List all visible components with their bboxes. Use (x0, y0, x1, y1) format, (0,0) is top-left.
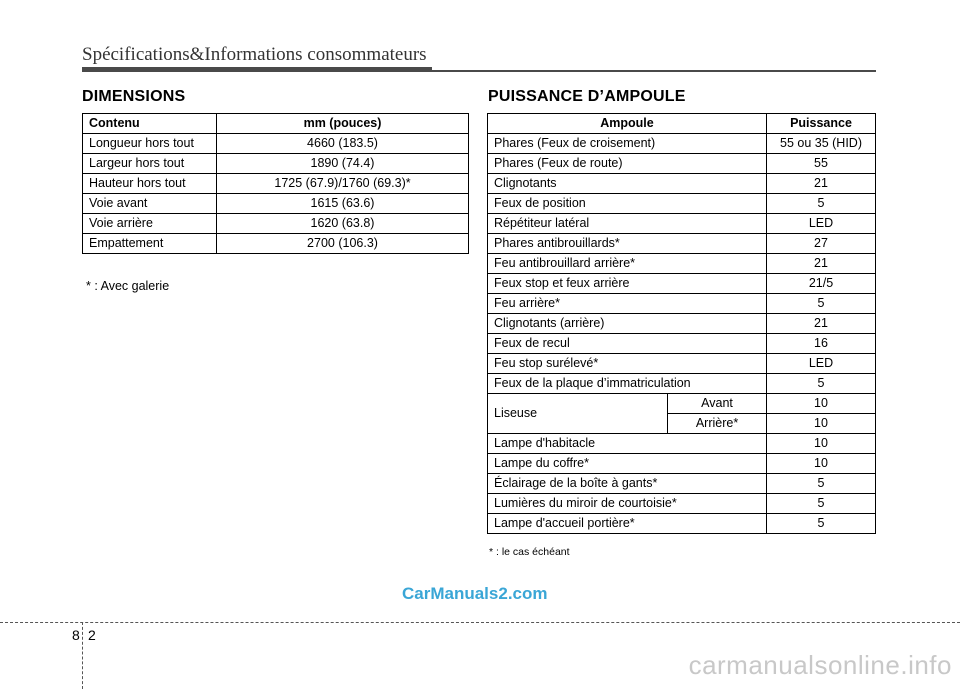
dimension-label: Hauteur hors tout (83, 174, 217, 194)
bulb-sublabel: Avant (668, 394, 767, 414)
bulb-power: 5 (767, 494, 876, 514)
dimension-label: Voie arrière (83, 214, 217, 234)
bulb-power: 21 (767, 254, 876, 274)
bulb-power: 5 (767, 294, 876, 314)
bulb-label: Lumières du miroir de courtoisie* (488, 494, 767, 514)
bulb-label: Clignotants (arrière) (488, 314, 767, 334)
watermark-logo: CarManuals2.com (402, 584, 548, 603)
bulb-power: 10 (767, 394, 876, 414)
dimension-label: Voie avant (83, 194, 217, 214)
bulb-label: Lampe d'accueil portière* (488, 514, 767, 534)
table-row (488, 154, 876, 174)
bulb-power: 5 (767, 374, 876, 394)
dimensions-header-mm: mm (pouces) (217, 114, 469, 134)
dimension-value: 1620 (63.8) (217, 214, 469, 234)
bulbs-note: * : le cas échéant (489, 546, 570, 558)
footer-rule (0, 622, 960, 623)
dimension-label: Largeur hors tout (83, 154, 217, 174)
bulb-power: 5 (767, 514, 876, 534)
dimension-value: 4660 (183.5) (217, 134, 469, 154)
bulb-label: Feu antibrouillard arrière* (488, 254, 767, 274)
table-row (83, 154, 469, 174)
bulb-power: 10 (767, 414, 876, 434)
bulb-power: 55 ou 35 (HID) (767, 134, 876, 154)
table-row (488, 394, 876, 414)
bulb-power: 55 (767, 154, 876, 174)
dimension-value: 1615 (63.6) (217, 194, 469, 214)
bulb-sublabel: Arrière* (668, 414, 767, 434)
table-row (488, 454, 876, 474)
bulb-power: 21 (767, 174, 876, 194)
bulb-label: Phares (Feux de route) (488, 154, 767, 174)
table-row (488, 334, 876, 354)
bulb-power: 10 (767, 454, 876, 474)
bulb-power: 16 (767, 334, 876, 354)
bulb-label: Éclairage de la boîte à gants* (488, 474, 767, 494)
bulbs-table (487, 113, 876, 534)
bulb-power: 5 (767, 474, 876, 494)
bulb-power: 21 (767, 314, 876, 334)
bulb-power: 27 (767, 234, 876, 254)
table-row (488, 174, 876, 194)
table-row (488, 474, 876, 494)
bulb-label: Feux de position (488, 194, 767, 214)
table-row (488, 254, 876, 274)
table-row (83, 214, 469, 234)
bulb-label: Feux stop et feux arrière (488, 274, 767, 294)
bulb-label: Répétiteur latéral (488, 214, 767, 234)
table-row (83, 174, 469, 194)
table-row (83, 234, 469, 254)
table-row (488, 134, 876, 154)
bulb-label-liseuse: Liseuse (488, 394, 668, 434)
bulbs-title: PUISSANCE D’AMPOULE (488, 88, 686, 105)
table-row (488, 234, 876, 254)
footer-divider (82, 622, 83, 689)
bulb-power: 21/5 (767, 274, 876, 294)
table-row (488, 274, 876, 294)
bulbs-header-power: Puissance (767, 114, 876, 134)
page-header-title: Spécifications&Informations consommateurs (82, 44, 427, 65)
chapter-number: 8 (72, 627, 80, 643)
dimension-label: Empattement (83, 234, 217, 254)
table-row (488, 354, 876, 374)
bulb-label: Phares (Feux de croisement) (488, 134, 767, 154)
table-row (488, 434, 876, 454)
header-rule-thin (432, 70, 876, 72)
bulb-power: 10 (767, 434, 876, 454)
table-row (488, 214, 876, 234)
bulbs-header-bulb: Ampoule (488, 114, 767, 134)
dimensions-header-row (83, 114, 469, 134)
dimension-value: 1725 (67.9)/1760 (69.3)* (217, 174, 469, 194)
dimensions-note: * : Avec galerie (86, 279, 170, 293)
bulb-label: Lampe d'habitacle (488, 434, 767, 454)
bulb-label: Lampe du coffre* (488, 454, 767, 474)
dimensions-title: DIMENSIONS (82, 88, 186, 105)
bulbs-header-row (488, 114, 876, 134)
table-row (488, 294, 876, 314)
bulb-label: Feu arrière* (488, 294, 767, 314)
bulb-power: LED (767, 354, 876, 374)
table-row (488, 314, 876, 334)
dimensions-header-content: Contenu (83, 114, 217, 134)
dimension-label: Longueur hors tout (83, 134, 217, 154)
bulb-label: Feux de recul (488, 334, 767, 354)
header-rule-thick (82, 67, 432, 72)
table-row (488, 194, 876, 214)
table-row (488, 514, 876, 534)
dimensions-table (82, 113, 469, 254)
dimension-value: 1890 (74.4) (217, 154, 469, 174)
bulb-power: LED (767, 214, 876, 234)
table-row (488, 374, 876, 394)
bulb-label: Phares antibrouillards* (488, 234, 767, 254)
dimension-value: 2700 (106.3) (217, 234, 469, 254)
bulb-power: 5 (767, 194, 876, 214)
page-number: 2 (88, 627, 96, 643)
table-row (83, 194, 469, 214)
bulb-label: Clignotants (488, 174, 767, 194)
bulb-label: Feux de la plaque d’immatriculation (488, 374, 767, 394)
bulb-label: Feu stop surélevé* (488, 354, 767, 374)
table-row (83, 134, 469, 154)
footer-site-text: carmanualsonline.info (688, 650, 952, 680)
table-row (488, 494, 876, 514)
